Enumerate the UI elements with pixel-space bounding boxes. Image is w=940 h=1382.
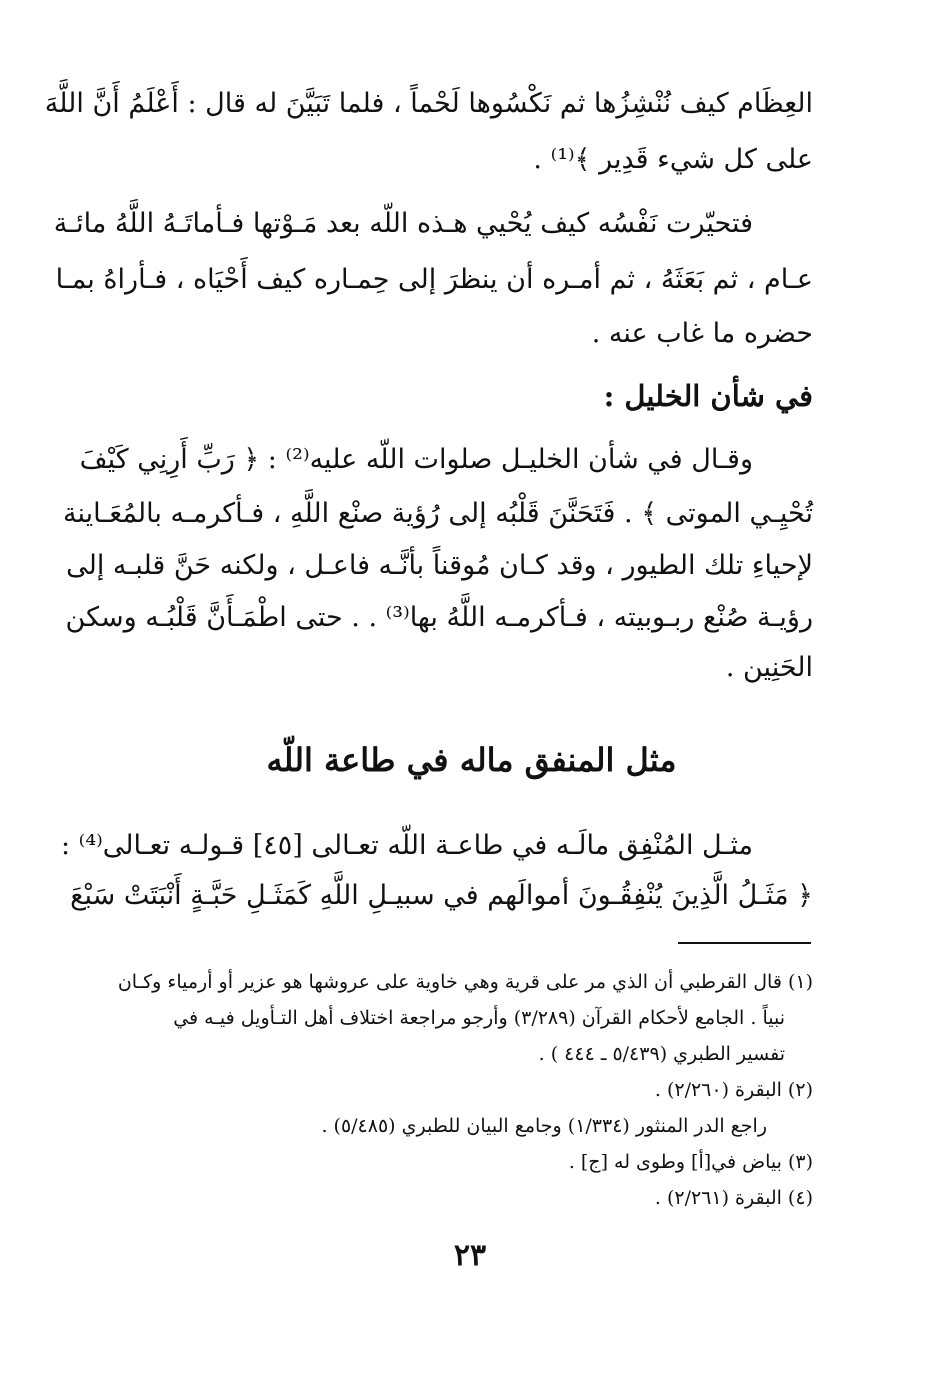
body-line-5: حضره ما غاب عنه .	[591, 318, 813, 349]
section-title: مثل المنفق ماله في طاعة اللّه	[266, 741, 677, 779]
khalil-line-2: تُحْيِـي الموتى ﴾ . فَتَحَنَّنَ قَلْبُه إلى رُؤية صنْع اللَّهِ ، فـأكرمـه بالمُعَـاينة	[63, 498, 813, 529]
munfiq-line-2: ﴿ مَثَـلُ الَّذِينَ يُنْفِقُـونَ أموالَهم في سبيـلِ اللَّهِ كَمَثَـلِ حَبَّـةٍ أَنْبَتَتْ سَبْعَ	[70, 880, 813, 911]
footnote-1-line-2: نبياً . الجامع لأحكام القرآن (٣/٢٨٩) وأرجو مراجعة اختلاف أهل التـأويل فيـه في	[173, 1007, 785, 1029]
footnote-1-line-3: تفسير الطبري (٥/٤٣٩ ـ ٤٤٤ ) .	[538, 1043, 785, 1065]
munfiq-line-1: مثـل المُنْفِق مالَـه في طاعـة اللّه تعـالى [٤٥] قـولـه تعـالى⁽⁴⁾ :	[61, 830, 753, 861]
body-line-2: على كل شيء قَدِير ﴾⁽¹⁾ .	[533, 144, 813, 175]
body-line-4: عـام ، ثم بَعَثَهُ ، ثم أمـره أن ينظرَ إلى حِمـاره كيف أَحْيَاه ، فـأراهُ بمـا	[55, 264, 813, 295]
khalil-line-1: وقـال في شأن الخليـل صلوات اللّه عليه⁽²⁾ : ﴿ رَبِّ أَرِنِي كَيْفَ	[79, 444, 753, 475]
body-line-3: فتحيّرت نَفْسُه كيف يُحْيي هـذه اللّه بعد مَـوْتها فـأماتَـهُ اللَّهُ مائـة	[53, 208, 753, 239]
page-number: ٢٣	[453, 1238, 487, 1273]
footnote-2-line-2: راجع الدر المنثور (١/٣٣٤) وجامع البيان للطبري (٥/٤٨٥) .	[321, 1115, 767, 1137]
khalil-line-4: رؤيـة صُنْع ربـوبيته ، فـأكرمـه اللَّهُ بها⁽³⁾ . . حتى اطْمَـأَنَّ قَلْبُـه وسكن	[65, 602, 813, 633]
body-line-1: العِظَام كيف نُنْشِزُها ثم نَكْسُوها لَحْماً ، فلما تَبَيَّنَ له قال : أَعْلَمُ أَنَّ اللَّهَ	[44, 88, 813, 119]
footnote-1-line-1: (١) قال القرطبي أن الذي مر على قرية وهي خاوية على عروشها هو عزير أو أرمياء وكـان	[117, 971, 813, 993]
heading-khalil: في شأن الخليل :	[603, 379, 813, 413]
khalil-line-5: الحَنِين .	[725, 652, 813, 683]
khalil-line-3: لإحياءِ تلك الطيور ، وقد كـان مُوقناً بأنَّـه فاعـل ، ولكنه حَنَّ قلبـه إلى	[66, 550, 813, 581]
footnote-divider	[678, 942, 811, 944]
footnote-4: (٤) البقرة (٢/٢٦١) .	[654, 1187, 813, 1209]
footnote-2-line-1: (٢) البقرة (٢/٢٦٠) .	[654, 1079, 813, 1101]
footnote-3: (٣) بياض في[أ] وطوى له [ج] .	[568, 1151, 813, 1173]
